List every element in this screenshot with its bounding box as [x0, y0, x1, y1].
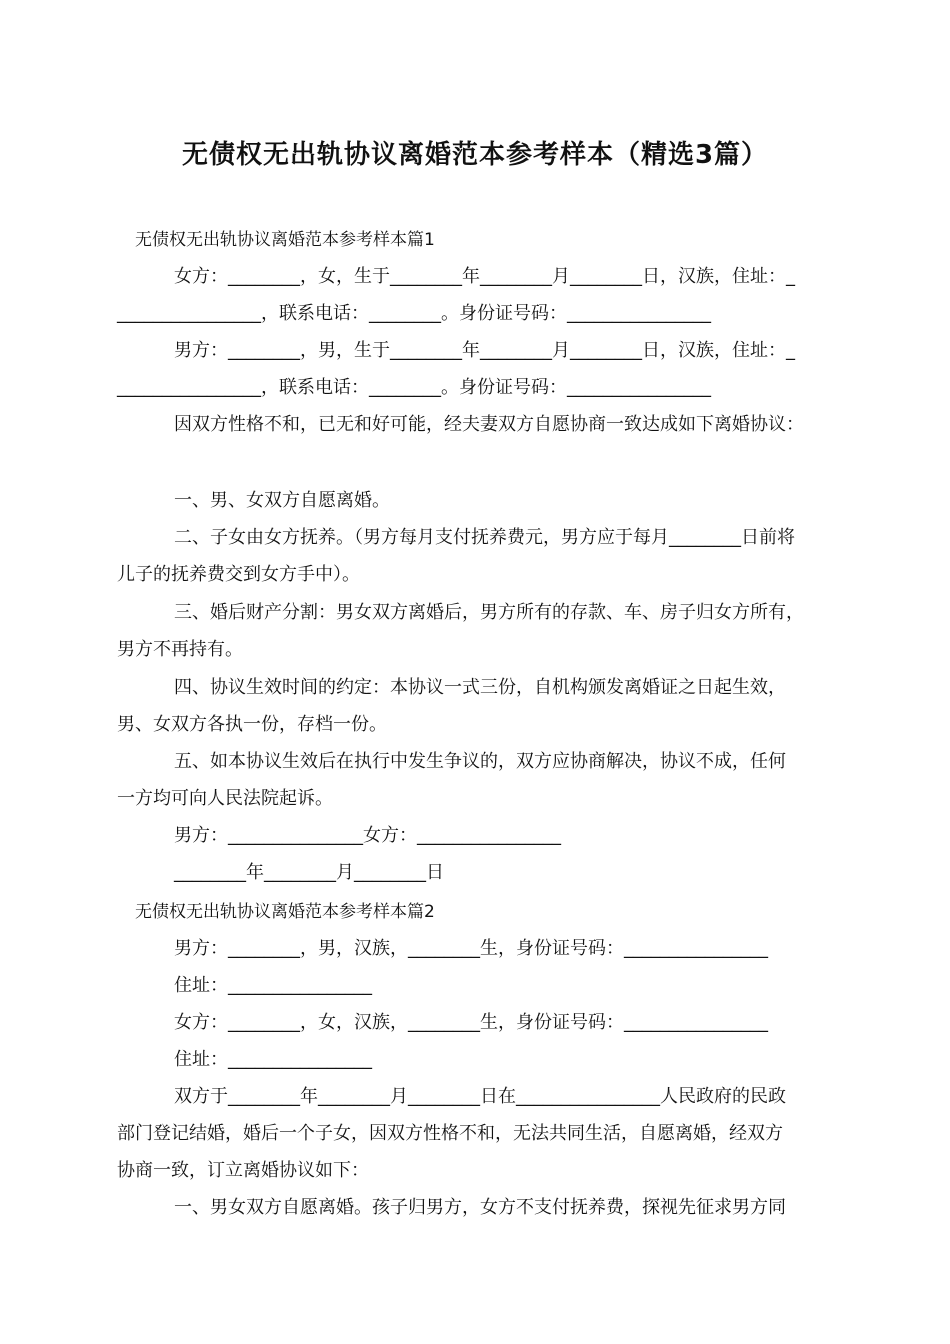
text-line: ________________，联系电话：________。身份证号码：________________ [117, 303, 711, 324]
text-line: 男方：________，男，汉族，________生，身份证号码：________________ [174, 938, 768, 959]
section-heading-1: 无债权无出轨协议离婚范本参考样本篇1 [135, 230, 435, 250]
text-line: 协商一致，订立离婚协议如下： [117, 1160, 369, 1181]
text-line: 五、如本协议生效后在执行中发生争议的，双方应协商解决，协议不成，任何 [174, 751, 786, 772]
text-line: 一、男、女双方自愿离婚。 [174, 490, 390, 511]
text-line: 一、男女双方自愿离婚。孩子归男方，女方不支付抚养费，探视先征求男方同 [174, 1197, 786, 1218]
text-line: 住址：________________ [174, 975, 372, 996]
text-line: 三、婚后财产分割：男女双方离婚后，男方所有的存款、车、房子归女方所有， [174, 602, 804, 623]
text-line: 一方均可向人民法院起诉。 [117, 788, 333, 809]
text-line: ________________，联系电话：________。身份证号码：________________ [117, 377, 711, 398]
text-line: 部门登记结婚，婚后一个子女，因双方性格不和，无法共同生活，自愿离婚，经双方 [117, 1123, 783, 1144]
text-line: 男方：________，男，生于________年________月________日，汉族，住址：_ [174, 340, 795, 361]
section-heading-2: 无债权无出轨协议离婚范本参考样本篇2 [135, 902, 435, 922]
text-line: 双方于________年________月________日在________________人民政府的民政 [174, 1086, 786, 1107]
document-title: 无债权无出轨协议离婚范本参考样本（精选3篇） [181, 140, 769, 170]
text-line: 二、子女由女方抚养。（男方每月支付抚养费元，男方应于每月________日前将 [174, 527, 795, 548]
text-line: 因双方性格不和，已无和好可能，经夫妻双方自愿协商一致达成如下离婚协议： [174, 414, 804, 435]
text-line: 女方：________，女，汉族，________生，身份证号码：________________ [174, 1012, 768, 1033]
date-line: ________年________月________日 [174, 862, 444, 883]
text-line: 女方：________，女，生于________年________月________日，汉族，住址：_ [174, 266, 795, 287]
text-line: 男方不再持有。 [117, 639, 243, 660]
text-line: 四、协议生效时间的约定：本协议一式三份，自机构颁发离婚证之日起生效， [174, 677, 786, 698]
text-line: 住址：________________ [174, 1049, 372, 1070]
signature-line: 男方：_______________女方：________________ [174, 825, 561, 846]
text-line: 男、女双方各执一份，存档一份。 [117, 714, 387, 735]
text-line: 儿子的抚养费交到女方手中）。 [117, 564, 360, 585]
